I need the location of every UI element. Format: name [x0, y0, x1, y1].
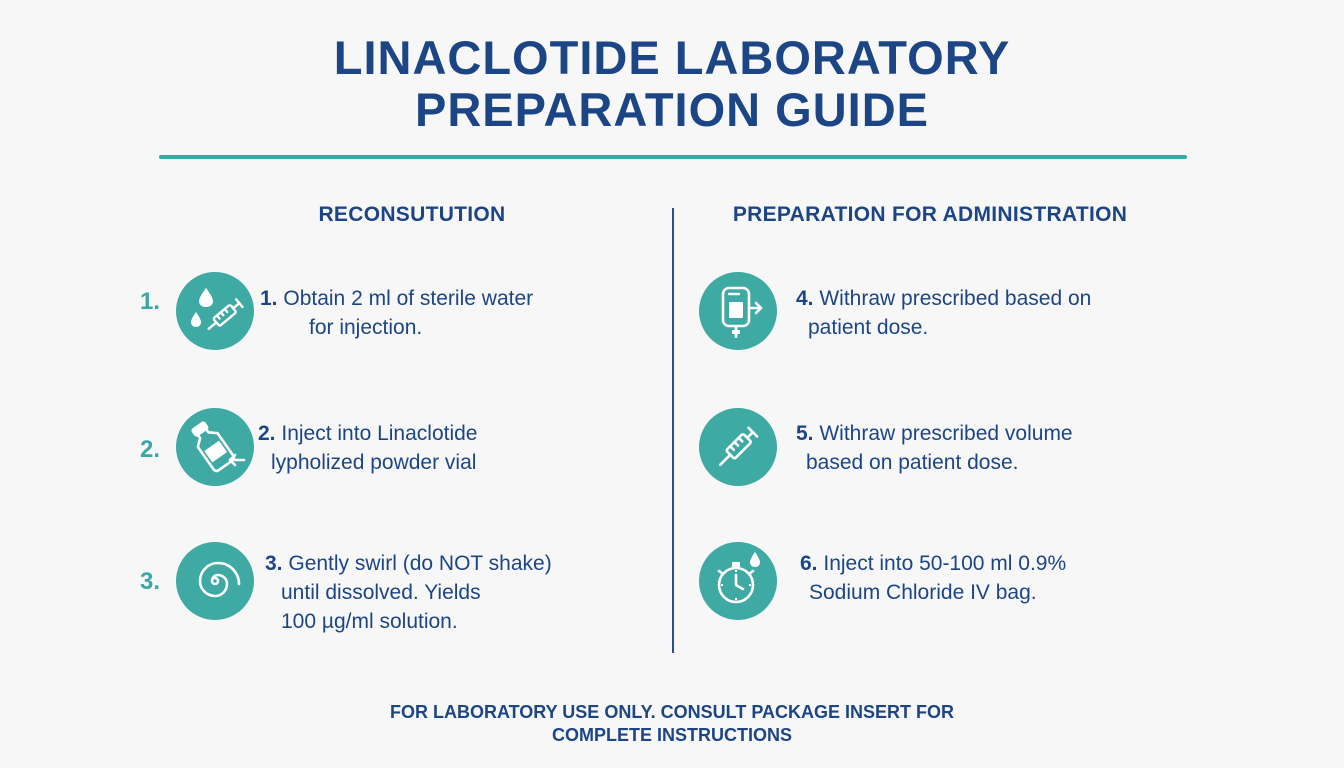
water-drop-syringe-icon — [176, 272, 254, 350]
step-3-line-3: 100 µg/ml solution. — [281, 610, 458, 633]
step-3-line-2: until dissolved. Yields — [281, 581, 481, 604]
syringe-icon — [699, 408, 777, 486]
step-3-text — [265, 549, 552, 636]
iv-bag-icon — [699, 272, 777, 350]
step-2-line-1: Inject into Linaclotide — [281, 422, 478, 445]
title-divider — [159, 155, 1187, 159]
step-6-number: 6. — [800, 552, 818, 575]
stopwatch-icon — [699, 542, 777, 620]
column-divider — [672, 208, 674, 653]
step-5-number: 5. — [796, 422, 814, 445]
step-4-text — [796, 284, 1091, 342]
footer-line-2: COMPLETE INSTRUCTIONS — [551, 725, 792, 745]
step-3-line-1: Gently swirl (do NOT shake) — [288, 552, 552, 575]
step-5-line-1: Withraw prescribed volume — [819, 422, 1073, 445]
step-4-number: 4. — [796, 287, 814, 310]
step-1-number: 1. — [260, 287, 278, 310]
step-6-text — [800, 549, 1066, 607]
step-4-line-1: Withraw prescribed based on — [819, 287, 1092, 310]
reconstitution-heading: RECONSUTUTION — [318, 203, 506, 226]
vial-arrow-icon — [176, 408, 254, 486]
step-4-line-2: patient dose. — [808, 316, 929, 339]
step-2-number: 2. — [258, 422, 276, 445]
footer-disclaimer — [0, 701, 1344, 747]
step-3-marker: 3. — [140, 568, 161, 595]
title-line-1: LINACLOTIDE LABORATORY — [333, 31, 1011, 84]
step-5-text — [796, 419, 1073, 477]
step-1-text — [260, 284, 533, 342]
step-6-line-1: Inject into 50-100 ml 0.9% — [823, 552, 1067, 575]
footer-line-1: FOR LABORATORY USE ONLY. CONSULT PACKAGE INSERT FOR — [389, 702, 955, 722]
step-6-line-2: Sodium Chloride IV bag. — [809, 581, 1037, 604]
step-2-marker: 2. — [140, 436, 161, 463]
step-3-number: 3. — [265, 552, 283, 575]
title-line-2: PREPARATION GUIDE — [414, 83, 929, 136]
step-1-marker: 1. — [140, 288, 161, 315]
administration-heading: PREPARATION FOR ADMINISTRATION — [732, 203, 1128, 226]
swirl-icon — [176, 542, 254, 620]
step-1-line-1: Obtain 2 ml of sterile water — [283, 287, 534, 310]
page-title — [0, 32, 1344, 136]
step-5-line-2: based on patient dose. — [806, 451, 1019, 474]
step-2-text — [258, 419, 478, 477]
step-1-line-2: for injection. — [309, 316, 423, 339]
step-2-line-2: lypholized powder vial — [271, 451, 477, 474]
